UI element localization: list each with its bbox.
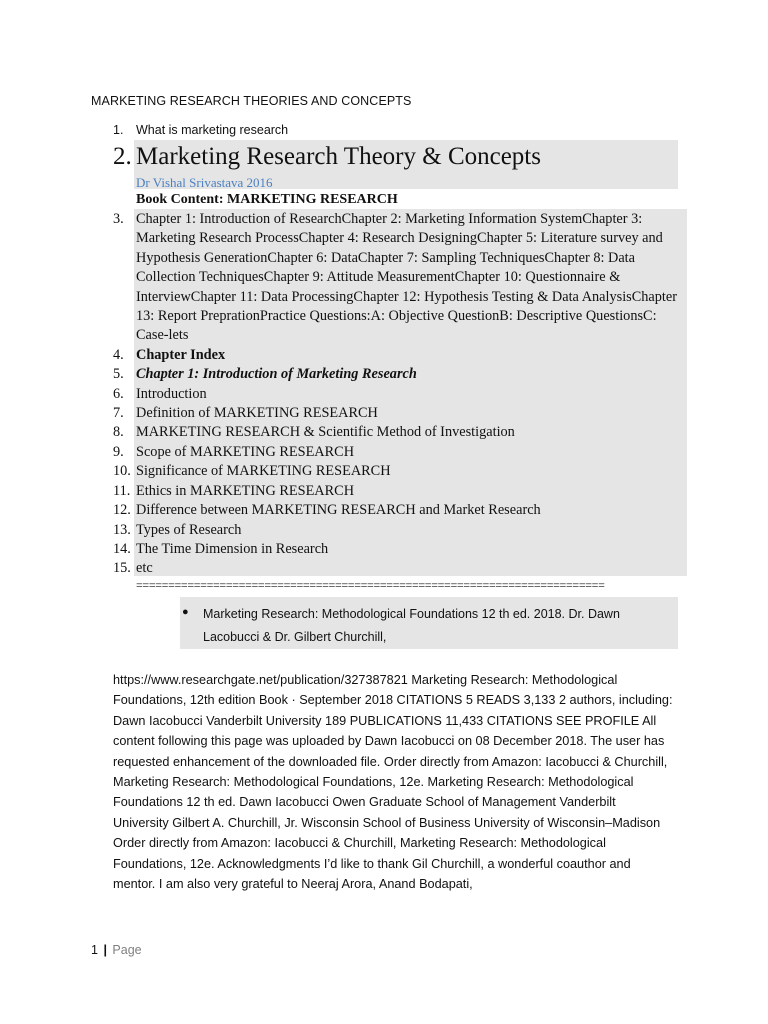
list-item-number: 13. [113,521,131,538]
list-item-text: etc [136,560,153,577]
list-item [113,540,687,559]
separator-line: ========================================================================= [136,578,605,592]
list-item-text: Ethics in MARKETING RESEARCH [136,482,355,499]
list-item-text: Chapter Index [136,346,226,363]
chapter-list [113,210,687,579]
list-item [113,365,687,384]
list-item-text: Scope of MARKETING RESEARCH [136,443,355,460]
list-item-text: The Time Dimension in Research [136,540,329,557]
list-item [113,482,687,501]
list-item [113,346,687,365]
list-item-number: 11. [113,482,131,499]
list-item-text: Chapter 1: Introduction of Marketing Research [136,366,417,383]
list-item-number: 3. [113,211,124,227]
list-item-text: MARKETING RESEARCH & Scientific Method of Investigation [136,424,515,441]
list-item-text: Definition of MARKETING RESEARCH [136,405,378,422]
list-item [113,423,687,442]
list-item-number: 9. [113,443,124,460]
list-item-number: 12. [113,502,131,519]
list-item [113,443,687,462]
list-item-number: 8. [113,424,124,441]
list-item-text: Types of Research [136,521,242,538]
list-item [113,210,687,346]
list-item-number: 15. [113,560,131,577]
reference-text: Marketing Research: Methodological Foundations 12 th ed. 2018. Dr. Dawn Lacobucci & Dr. Gilbert Churchill, [203,607,620,644]
list-item-1 [113,123,288,137]
list-item-number: 2. [113,143,132,170]
list-item-text: Chapter 1: Introduction of ResearchChapter 2: Marketing Information SystemChapter 3: Marketing Research ProcessChapter 4: Research DesigningChapter 5: Literature survey and Hypothesis GenerationChapter 6: DataChapter 7: Sampling TechniquesChapter 8: Data Collection TechniquesChapter 9: Attitude MeasurementChapter 10: Questionnaire & InterviewChapter 11: Data ProcessingChapter 12: Hypothesis Testing & Data AnalysisChapter 13: Report PreprationPractice Questions:A: Objective QuestionB: Descriptive QuestionsC: Case-lets [136,211,677,344]
list-item-number: 14. [113,540,131,557]
list-item-2-heading [113,143,541,171]
list-item [113,462,687,481]
list-item-text: What is marketing research [136,123,289,137]
list-item-text: Significance of MARKETING RESEARCH [136,463,391,480]
list-item-number: 1. [113,123,124,137]
list-item-number: 7. [113,405,124,422]
book-content-heading: Book Content: MARKETING RESEARCH [136,192,398,207]
list-item [113,404,687,423]
list-item [113,521,687,540]
heading-text: Marketing Research Theory & Concepts [136,143,541,170]
document-title: MARKETING RESEARCH THEORIES AND CONCEPTS [91,94,412,108]
page-footer [91,943,142,957]
body-paragraph: https://www.researchgate.net/publication/327387821 Marketing Research: Methodological Foundations, 12th edition Book · September 2018 CITATIONS 5 READS 3,133 2 authors, including: Dawn Iacobucci Vanderbilt University 189 PUBLICATIONS 11,433 CITATIONS SEE PROFILE All content following this page was uploaded by Dawn Iacobucci on 08 December 2018. The user has requested enhancement of the downloaded file. Order directly from Amazon: Iacobucci & Churchill, Marketing Research: Methodological Foundations, 12e. Marketing Research: Methodological Foundations 12 th ed. Dawn Iacobucci Owen Graduate School of Management Vanderbilt University Gilbert A. Churchill, Jr. Wisconsin School of Business University of Wisconsin–Madison Order directly from Amazon: Iacobucci & Churchill, Marketing Research: Methodological Foundations, 12e. Acknowledgments I’d like to thank Gil Churchill, a wonderful coauthor and mentor. I am also very grateful to Neeraj Arora, Anand Bodapati, [113,673,673,892]
list-item [113,559,687,578]
list-item-number: 10. [113,463,131,480]
list-item-number: 6. [113,385,124,402]
footer-separator: | [103,943,107,957]
list-item-number: 4. [113,346,124,363]
list-item [113,385,687,404]
list-item-text: Difference between MARKETING RESEARCH and Market Research [136,502,541,519]
author-line: Dr Vishal Srivastava 2016 [136,175,273,190]
list-item [113,501,687,520]
bullet-icon: ● [182,606,189,618]
list-item-text: Introduction [136,385,207,402]
page-label: Page [112,943,142,957]
page-number: 1 [91,943,98,957]
list-item-number: 5. [113,366,124,383]
